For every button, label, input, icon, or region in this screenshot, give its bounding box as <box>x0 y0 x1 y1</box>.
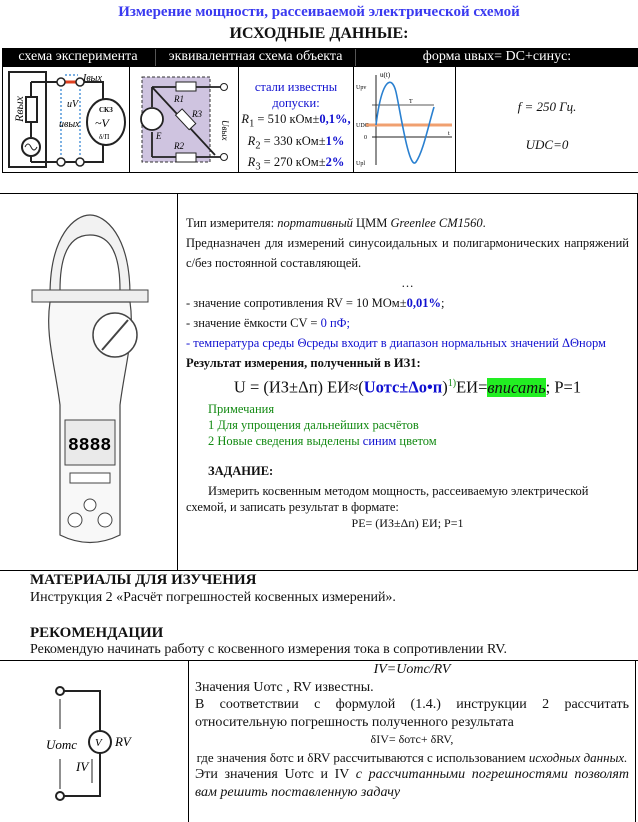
equivalent-schematic <box>129 67 238 173</box>
label-v: V <box>95 737 102 749</box>
label-ut: u(t) <box>380 71 391 79</box>
resistance-tolerance: 0,01% <box>406 296 441 310</box>
known-values: Значения Uотс , RV известны. <box>195 679 374 695</box>
calc-instruction: В соответствии с формулой (1.4.) инструкции 2 рассчитать относительную погрешность полученного результата <box>195 697 629 730</box>
label-r1: R1 <box>174 94 184 104</box>
formula-part: ) <box>442 377 448 397</box>
note-1: 1 Для упрощения дальнейших расчётов <box>208 417 419 432</box>
label-period: T <box>409 99 413 105</box>
notes-title: Примечания <box>208 401 275 416</box>
where-italic: исходных данных. <box>528 749 628 765</box>
type-prefix: Тип измерителя: <box>186 216 278 230</box>
r1-tolerance: 0,1%, <box>319 112 351 126</box>
recommendation-text <box>188 661 636 822</box>
final-text: Эти значения Uотс и IV <box>195 767 356 782</box>
current-formula: IV=Uотс/RV <box>373 662 451 677</box>
label-v: ~V <box>95 116 109 130</box>
label-i: IV <box>76 759 89 774</box>
type-italic: портативный <box>277 216 353 230</box>
recommendations-title: РЕКОМЕНДАЦИИ <box>30 625 164 641</box>
note-2: 2 Новые сведения выделены <box>208 433 363 448</box>
label-delta: δ/Π <box>99 133 110 141</box>
header-waveform: форма uвых= DC+синус: <box>355 49 638 66</box>
materials-text: Инструкция 2 «Расчёт погрешностей косвенных измерений». <box>30 590 396 605</box>
formula-u: Uотс±Δо•п <box>363 377 443 397</box>
materials-title: МАТЕРИАЛЫ ДЛЯ ИЗУЧЕНИЯ <box>30 572 257 588</box>
label-u-out: uвых <box>59 119 80 130</box>
waveform-plot <box>353 67 455 173</box>
note-2-blue: синим <box>362 433 397 448</box>
initial-data-heading: ИСХОДНЫЕ ДАННЫЕ: <box>229 25 409 42</box>
result-label: Результат измерения, полученный в ИЗ1: <box>186 356 421 370</box>
label-r2: R2 <box>174 141 184 151</box>
label-t: t <box>448 131 450 137</box>
label-rv: RV <box>115 734 131 749</box>
task-text: Измерить косвенным методом мощность, рассеиваемую электрической схемой, и записать результат в формате: <box>186 483 589 514</box>
tolerances-intro: стали известны допуски: <box>254 80 338 110</box>
meter-display: 8888 <box>68 436 112 456</box>
where-text: где значения δотс и δRV рассчитываются с использованием <box>196 749 529 765</box>
label-i-out: Iвых <box>83 73 102 84</box>
task-formula: PE= (ИЗ±Δп) ЕИ; P=1 <box>351 515 464 530</box>
type-mid: ЦММ <box>352 216 391 230</box>
label-skz: СКЗ <box>99 106 113 114</box>
document-title: Измерение мощности, рассеиваемой электрической схемой <box>118 4 520 20</box>
final-italic: с рассчитанными погрешностями позволят вам решить поставленную задачу <box>195 767 629 800</box>
label-e: E <box>156 131 162 141</box>
recommendations-text: Рекомендую начинать работу с косвенного измерения тока в сопротивлении RV. <box>30 642 508 657</box>
label-r3: R3 <box>192 109 202 119</box>
capacitance-value: 0 пФ; <box>320 316 350 330</box>
temperature: - температура среды Θсреды входит в диапазон нормальных значений ΔΘнорм <box>186 336 606 350</box>
meter-info: Тип измерителя: портативный ЦММ Greenlee CM1560. Предназначен для измерений синусоидальных и полигармонических напряжений с/без постоянной составляющей. … - значение сопротивления RV = 10 МОм±0,01%; - значение ёмкости CV = 0 пФ; - температура среды Θсреды входит в диапазон нормальных значений ΔΘнорм Результат измерения, полученный в ИЗ1: U = (ИЗ±Δп) ЕИ≈(Uотс±Δо•п)$^{1)}$ЕИ=вписать; P=1 Примечания 1 Для упрощения дальнейших расчётов 2 Новые сведения выделены синим цветом ЗАДАНИЕ: Измерить косвенным методом мощность, рассеиваемую электрической схемой, и записать результат в формате: PE= (ИЗ±Δп) ЕИ; P=1 <box>177 193 638 571</box>
formula-part: ; P=1 <box>545 377 582 397</box>
task-title: ЗАДАНИЕ: <box>208 463 274 478</box>
udc-value: UDC=0 <box>525 137 569 152</box>
delta-formula: δIV= δотс+ δRV, <box>370 732 454 746</box>
label-r-out: Rвых <box>12 96 26 122</box>
r3-value: = 270 кОм± <box>263 155 326 169</box>
label-u-out2: Uвых <box>220 120 230 141</box>
notes <box>186 401 629 449</box>
header-equivalent: эквивалентная схема объекта <box>155 49 355 66</box>
formula-part: ЕИ= <box>456 377 488 397</box>
r2-tolerance: 1% <box>325 133 345 148</box>
label-upl: Upl <box>356 161 365 167</box>
result-formula <box>186 373 629 399</box>
experiment-schematic <box>2 67 129 173</box>
purpose: Предназначен для измерений синусоидальных и полигармонических напряжений с/без постоянной составляющей. <box>186 236 629 270</box>
note-2-end: цветом <box>396 433 437 448</box>
label-u-v: uV <box>67 99 79 110</box>
r1-value: = 510 кОм± <box>257 112 320 126</box>
header-experiment: схема эксперимента <box>18 49 138 64</box>
r2-value: = 330 кОм± <box>263 133 326 148</box>
label-u: Uотс <box>46 737 78 752</box>
r3-tolerance: 2% <box>325 155 345 169</box>
recommendation-table <box>0 660 638 821</box>
fill-in-field[interactable]: вписать <box>487 377 546 397</box>
meter-model: Greenlee CM1560 <box>390 216 483 230</box>
resistance: - значение сопротивления RV = 10 МОм± <box>186 296 407 310</box>
voltmeter-diagram <box>40 671 160 811</box>
signal-params <box>455 67 638 173</box>
tolerances: стали известны допуски: $R_1 = 510$ кОм±0,1%, $R_2 = 330$ кОм±1% $R_3 = 270$ кОм±2% <box>238 67 353 173</box>
label-zero: 0 <box>364 135 367 141</box>
multimeter-image <box>20 205 160 560</box>
capacitance: - значение ёмкости CV = <box>186 316 321 330</box>
formula-part: U = (ИЗ±Δп) ЕИ≈( <box>233 377 364 397</box>
ellipsis: … <box>401 276 414 290</box>
frequency: f = 250 Гц. <box>517 99 577 114</box>
label-upv: Upv <box>356 85 367 91</box>
table-header <box>2 48 638 67</box>
footnote-ref: 1) <box>447 378 457 389</box>
label-udc: UDC <box>356 123 369 129</box>
